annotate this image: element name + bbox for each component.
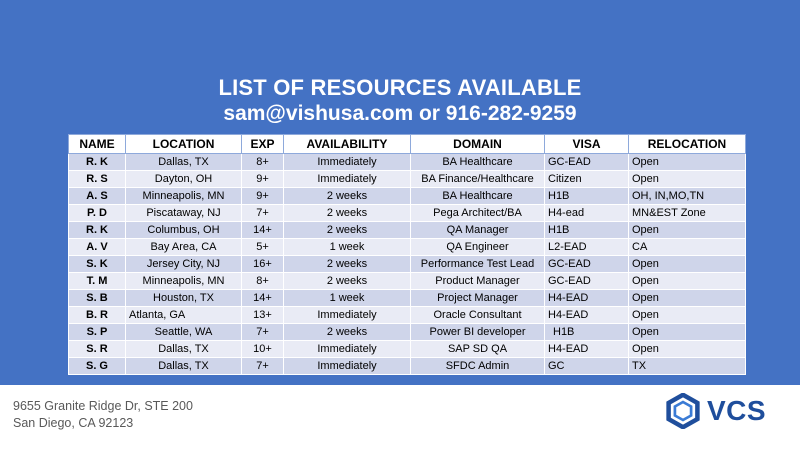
table-row xyxy=(69,205,746,222)
cell-location: Columbus, OH xyxy=(126,222,242,239)
table-row xyxy=(69,290,746,307)
cell-availability: Immediately xyxy=(284,154,411,171)
cell-relocation: Open xyxy=(629,273,746,290)
hexagon-logo-icon xyxy=(665,393,701,429)
cell-domain: Performance Test Lead xyxy=(411,256,545,273)
column-header-location: LOCATION xyxy=(126,135,242,154)
cell-domain: Power BI developer xyxy=(411,324,545,341)
company-address xyxy=(13,398,193,432)
cell-relocation: Open xyxy=(629,307,746,324)
cell-availability: 2 weeks xyxy=(284,205,411,222)
cell-relocation: Open xyxy=(629,324,746,341)
cell-availability: 1 week xyxy=(284,239,411,256)
cell-visa: H1B xyxy=(545,222,629,239)
cell-relocation: Open xyxy=(629,171,746,188)
cell-location: Minneapolis, MN xyxy=(126,273,242,290)
table-row xyxy=(69,358,746,375)
cell-visa: GC-EAD xyxy=(545,256,629,273)
cell-relocation: CA xyxy=(629,239,746,256)
cell-visa: GC xyxy=(545,358,629,375)
cell-availability: 2 weeks xyxy=(284,188,411,205)
company-logo xyxy=(665,393,785,429)
cell-visa: H1B xyxy=(545,324,629,341)
cell-exp: 9+ xyxy=(242,188,284,205)
cell-domain: Pega Architect/BA xyxy=(411,205,545,222)
cell-availability: 2 weeks xyxy=(284,256,411,273)
cell-domain: Product Manager xyxy=(411,273,545,290)
column-header-domain: DOMAIN xyxy=(411,135,545,154)
cell-name: R. S xyxy=(69,171,126,188)
cell-name: S. P xyxy=(69,324,126,341)
cell-exp: 14+ xyxy=(242,290,284,307)
cell-relocation: OH, IN,MO,TN xyxy=(629,188,746,205)
column-header-exp: EXP xyxy=(242,135,284,154)
cell-relocation: Open xyxy=(629,341,746,358)
cell-location: Seattle, WA xyxy=(126,324,242,341)
cell-exp: 7+ xyxy=(242,358,284,375)
cell-name: S. R xyxy=(69,341,126,358)
table-row xyxy=(69,324,746,341)
cell-exp: 5+ xyxy=(242,239,284,256)
cell-domain: BA Finance/Healthcare xyxy=(411,171,545,188)
cell-visa: H4-EAD xyxy=(545,341,629,358)
cell-domain: Project Manager xyxy=(411,290,545,307)
table-row xyxy=(69,222,746,239)
cell-domain: BA Healthcare xyxy=(411,154,545,171)
cell-availability: Immediately xyxy=(284,307,411,324)
cell-visa: L2-EAD xyxy=(545,239,629,256)
cell-availability: 1 week xyxy=(284,290,411,307)
cell-exp: 16+ xyxy=(242,256,284,273)
contact-line: sam@vishusa.com or 916-282-9259 xyxy=(223,102,577,125)
cell-location: Dallas, TX xyxy=(126,154,242,171)
cell-relocation: Open xyxy=(629,290,746,307)
cell-relocation: Open xyxy=(629,256,746,273)
cell-exp: 8+ xyxy=(242,154,284,171)
cell-location: Jersey City, NJ xyxy=(126,256,242,273)
cell-exp: 14+ xyxy=(242,222,284,239)
cell-name: A. V xyxy=(69,239,126,256)
cell-name: S. K xyxy=(69,256,126,273)
cell-domain: SFDC Admin xyxy=(411,358,545,375)
cell-name: S. G xyxy=(69,358,126,375)
resources-table xyxy=(68,134,746,375)
cell-availability: 2 weeks xyxy=(284,273,411,290)
cell-exp: 9+ xyxy=(242,171,284,188)
cell-visa: Citizen xyxy=(545,171,629,188)
cell-relocation: Open xyxy=(629,154,746,171)
column-header-relocation: RELOCATION xyxy=(629,135,746,154)
table-row xyxy=(69,188,746,205)
cell-location: Dallas, TX xyxy=(126,358,242,375)
cell-exp: 8+ xyxy=(242,273,284,290)
column-header-availability: AVAILABILITY xyxy=(284,135,411,154)
table-row xyxy=(69,154,746,171)
column-header-name: NAME xyxy=(69,135,126,154)
cell-exp: 10+ xyxy=(242,341,284,358)
cell-relocation: MN&EST Zone xyxy=(629,205,746,222)
cell-availability: Immediately xyxy=(284,358,411,375)
cell-domain: Oracle Consultant xyxy=(411,307,545,324)
cell-name: T. M xyxy=(69,273,126,290)
address-line-1: 9655 Granite Ridge Dr, STE 200 xyxy=(13,399,193,413)
cell-exp: 7+ xyxy=(242,205,284,222)
cell-relocation: TX xyxy=(629,358,746,375)
cell-location: Houston, TX xyxy=(126,290,242,307)
cell-location: Dayton, OH xyxy=(126,171,242,188)
table-row xyxy=(69,307,746,324)
logo-wordmark: VCS xyxy=(707,395,767,426)
table-row xyxy=(69,171,746,188)
table-row xyxy=(69,256,746,273)
cell-location: Piscataway, NJ xyxy=(126,205,242,222)
cell-visa: H4-EAD xyxy=(545,290,629,307)
cell-availability: Immediately xyxy=(284,341,411,358)
cell-location: Dallas, TX xyxy=(126,341,242,358)
cell-availability: Immediately xyxy=(284,171,411,188)
cell-visa: GC-EAD xyxy=(545,273,629,290)
cell-visa: GC-EAD xyxy=(545,154,629,171)
cell-domain: QA Manager xyxy=(411,222,545,239)
cell-relocation: Open xyxy=(629,222,746,239)
cell-name: S. B xyxy=(69,290,126,307)
cell-name: R. K xyxy=(69,222,126,239)
cell-name: B. R xyxy=(69,307,126,324)
cell-exp: 7+ xyxy=(242,324,284,341)
cell-availability: 2 weeks xyxy=(284,324,411,341)
cell-visa: H1B xyxy=(545,188,629,205)
cell-availability: 2 weeks xyxy=(284,222,411,239)
cell-exp: 13+ xyxy=(242,307,284,324)
cell-name: R. K xyxy=(69,154,126,171)
table-row xyxy=(69,239,746,256)
cell-name: P. D xyxy=(69,205,126,222)
table-row xyxy=(69,341,746,358)
page-title: LIST OF RESOURCES AVAILABLE xyxy=(218,75,582,100)
cell-domain: SAP SD QA xyxy=(411,341,545,358)
cell-location: Atlanta, GA xyxy=(126,307,242,324)
cell-domain: QA Engineer xyxy=(411,239,545,256)
cell-location: Bay Area, CA xyxy=(126,239,242,256)
cell-domain: BA Healthcare xyxy=(411,188,545,205)
table-row xyxy=(69,273,746,290)
cell-visa: H4-EAD xyxy=(545,307,629,324)
cell-location: Minneapolis, MN xyxy=(126,188,242,205)
cell-name: A. S xyxy=(69,188,126,205)
table-header-row xyxy=(69,135,746,154)
column-header-visa: VISA xyxy=(545,135,629,154)
address-line-2: San Diego, CA 92123 xyxy=(13,416,134,430)
cell-visa: H4-ead xyxy=(545,205,629,222)
